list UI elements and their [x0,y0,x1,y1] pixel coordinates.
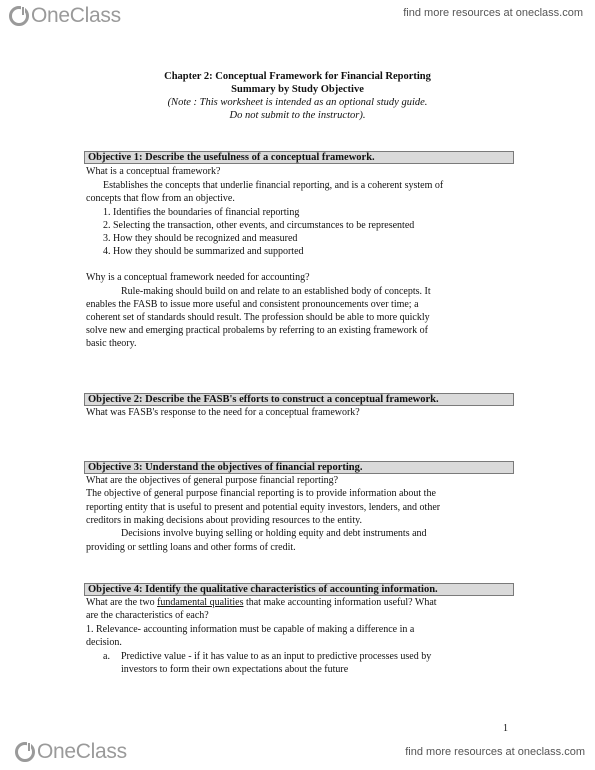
find-more-resources-link[interactable]: find more resources at oneclass.com [403,7,583,19]
top-bar [0,0,595,32]
objective-1-question-2: Why is a conceptual framework needed for accounting? [86,272,310,283]
objective-2-heading: Objective 2: Describe the FASB's efforts to construct a conceptual framework. [84,393,514,406]
objective-1-answer-2-line: basic theory. [86,338,137,349]
predictive-value-line-2: investors to form their own expectations about the future [121,664,349,675]
list-item: 1. Identifies the boundaries of financial reporting [103,207,300,218]
oneclass-logo-icon [14,741,36,763]
document-header [0,70,595,122]
question-text: What are the two [86,597,158,608]
objective-4-question-1-line-1 [86,597,437,609]
oneclass-logo[interactable] [8,4,121,28]
list-item: 3. How they should be recognized and measured [103,233,298,244]
objective-3-heading: Objective 3: Understand the objectives of financial reporting. [84,461,514,474]
list-item: 4. How they should be summarized and supported [103,246,304,257]
objective-3-answer-1-line: creditors in making decisions about providing resources to the entity. [86,515,362,526]
objective-2-question-1: What was FASB's response to the need for a conceptual framework? [86,407,360,418]
page-title: Chapter 2: Conceptual Framework for Financial Reporting [164,71,431,82]
objective-4-heading: Objective 4: Identify the qualitative characteristics of accounting information. [84,583,514,596]
note-line-1: (Note : This worksheet is intended as an optional study guide. [167,97,428,108]
logo-text: OneClass [31,4,121,27]
objective-3-question-1: What are the objectives of general purpose financial reporting? [86,475,339,486]
objective-1-answer-2-line: solve new and emerging practical probalems by referring to an existing framework of [86,325,428,336]
objective-1-answer-2-line: coherent set of standards should result. The profession should be able to more quickly [86,312,430,323]
fundamental-qualities-term: fundamental qualities [157,597,244,608]
objective-3-answer-1-line: The objective of general purpose financial reporting is to provide information about the [86,488,436,499]
objective-1-answer-1-line-2: concepts that flow from an objective. [86,193,235,204]
objective-1-answer-1-line-1: Establishes the concepts that underlie financial reporting, and is a coherent system of [103,180,444,191]
objective-1-answer-2-line: Rule-making should build on and relate to an established body of concepts. It [121,286,431,297]
objective-1-heading: Objective 1: Describe the usefulness of a conceptual framework. [84,151,514,164]
list-marker: a. [103,651,110,662]
page-number: 1 [503,723,508,734]
oneclass-logo-icon [8,5,30,27]
objective-3-answer-2-line: Decisions involve buying selling or holding equity and debt instruments and [121,528,427,539]
objective-1-answer-2-line: enables the FASB to issue more useful and consistent pronouncements over time; a [86,299,419,310]
relevance-line-1: 1. Relevance- accounting information must be capable of making a difference in a [86,624,415,635]
find-more-resources-link-footer[interactable]: find more resources at oneclass.com [405,746,585,758]
relevance-line-2: decision. [86,637,122,648]
logo-text: OneClass [37,740,127,763]
bottom-bar [0,736,595,770]
predictive-value-line-1: Predictive value - if it has value to as an input to predictive processes used by [121,651,432,662]
objective-1-question-1: What is a conceptual framework? [86,166,221,177]
note-line-2: Do not submit to the instructor). [229,110,366,121]
objective-4-question-1-line-2: are the characteristics of each? [86,610,209,621]
page-subtitle: Summary by Study Objective [231,84,364,95]
oneclass-logo-footer[interactable] [14,740,127,764]
objective-3-answer-1-line: reporting entity that is useful to present and potential equity investors, lenders, and other [86,502,441,513]
list-item: 2. Selecting the transaction, other events, and circumstances to be represented [103,220,415,231]
objective-3-answer-2-line: providing or settling loans and other forms of credit. [86,542,296,553]
question-text: that make accounting information useful? What [243,597,437,608]
